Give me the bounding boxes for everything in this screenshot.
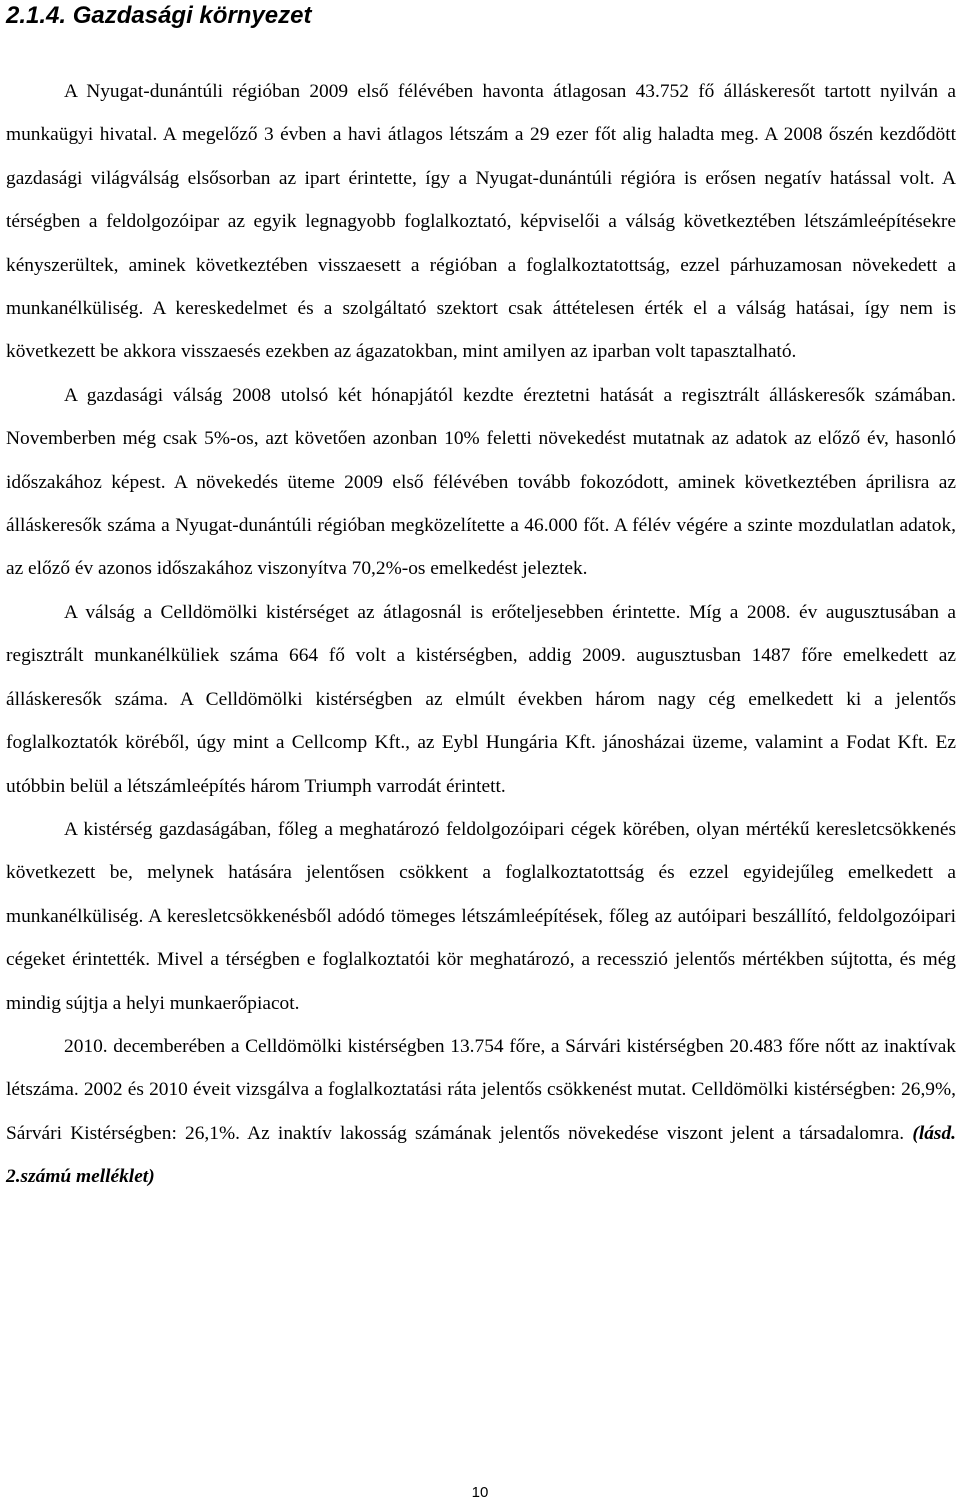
document-page bbox=[6, 0, 956, 1199]
paragraph-1: A Nyugat-dunántúli régióban 2009 első félévében havonta átlagosan 43.752 fő álláskeresőt tartott nyilván a munkaügyi hivatal. A megelőző 3 évben a havi átlagos létszám a 29 ezer főt alig haladta meg. A 2008 őszén kezdődött gazdasági világválság elsősorban az ipart érintette, így a Nyugat-dunántúli régióra is erősen negatív hatással volt. A térségben a feldolgozóipar az egyik legnagyobb foglalkoztató, képviselői a válság következtében létszámleépítésekre kényszerültek, aminek következtében visszaesett a régióban a foglalkoztatottság, ezzel párhuzamosan növekedett a munkanélküliség. A kereskedelmet és a szolgáltató szektort csak áttételesen érték el a válság hatásai, így nem is következett be akkora visszaesés ezekben az ágazatokban, mint amilyen az iparban volt tapasztalható. bbox=[6, 81, 956, 363]
section-heading: 2.1.4. Gazdasági környezet bbox=[6, 2, 312, 29]
appendix-reference: (lásd. 2.számú melléklet) bbox=[6, 1122, 956, 1188]
paragraph-4: A kistérség gazdaságában, főleg a meghatározó feldolgozóipari cégek körében, olyan mértékű keresletcsökkenés következett be, melynek hatására jelentősen csökkent a foglalkoztatottság és ezzel egyidejűleg emelkedett a munkanélküliség. A keresletcsökkenésből adódó tömeges létszámleépítések, főleg az autóipari beszállító, feldolgozóipari cégeket érintették. Mivel a térségben e foglalkoztatói kör meghatározó, a recesszió jelentős mértékben sújtotta, és még mindig sújtja a helyi munkaerőpiacot. bbox=[6, 818, 956, 1014]
page-number: 10 bbox=[471, 1484, 489, 1501]
paragraph-5 bbox=[6, 1025, 956, 1199]
paragraph-5-text: 2010. decemberében a Celldömölki kistérségben 13.754 főre, a Sárvári kistérségben 20.483 főre nőtt az inaktívak létszáma. 2002 és 2010 éveit vizsgálva a foglalkoztatási ráta jelentős csökkenést mutat. Celldömölki kistérségben: 26,9%, Sárvári Kistérségben: 26,1%. Az inaktív lakosság számának jelentős növekedése viszont jelent a társadalomra. bbox=[6, 1035, 956, 1144]
paragraph-3: A válság a Celldömölki kistérséget az átlagosnál is erőteljesebben érintette. Míg a 2008. év augusztusában a regisztrált munkanélküliek száma 664 fő volt a kistérségben, addig 2009. augusztusban 1487 főre emelkedett az álláskeresők száma. A Celldömölki kistérségben az elmúlt években három nagy cég emelkedett ki a jelentős foglalkoztatók köréből, úgy mint a Cellcomp Kft., az Eybl Hungária Kft. jánosházai üzeme, valamint a Fodat Kft. Ez utóbbin belül a létszámleépítés három Triumph varrodát érintett. bbox=[6, 601, 956, 797]
paragraph-2: A gazdasági válság 2008 utolsó két hónapjától kezdte éreztetni hatását a regisztrált álláskeresők számában. Novemberben még csak 5%-os, azt követően azonban 10% feletti növekedést mutatnak az adatok az előző év, hasonló időszakához képest. A növekedés üteme 2009 első félévében tovább fokozódott, aminek következtében áprilisra az álláskeresők száma a Nyugat-dunántúli régióban megközelítette a 46.000 főt. A félév végére a szinte mozdulatlan adatok, az előző év azonos időszakához viszonyítva 70,2%-os emelkedést jeleztek. bbox=[6, 384, 956, 580]
